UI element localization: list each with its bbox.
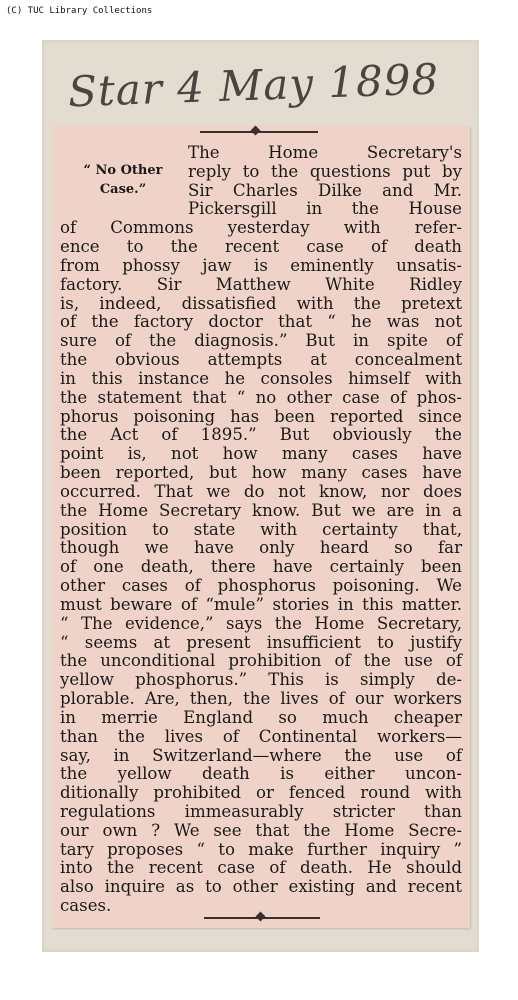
article-line: ence to the recent case of death: [60, 237, 462, 257]
article-line: Pickersgill in the House: [188, 199, 462, 219]
article-line: tary proposes “ to make further inquiry ”: [60, 839, 462, 859]
article-line: point is, not how many cases have: [60, 444, 462, 464]
article-line: ditionally prohibited or fenced round with: [60, 783, 462, 803]
article-line: is, indeed, dissatisfied with the pretext: [60, 293, 462, 313]
article-line: in this instance he consoles himself with: [60, 368, 462, 388]
article-line: regulations immeasurably stricter than: [60, 801, 462, 821]
article-line: our own ? We see that the Home Secre-: [60, 820, 462, 840]
article-line: sure of the diagnosis.” But in spite of: [60, 331, 462, 351]
article-line: the obvious attempts at concealment: [60, 350, 462, 370]
article-line: the unconditional prohibition of the use of: [60, 651, 462, 671]
side-heading-line: Case.”: [99, 181, 147, 197]
article-line: the yellow death is either uncon-: [60, 764, 462, 784]
article-line: cases.: [60, 896, 112, 916]
article-line: “ seems at present insufficient to justify: [60, 632, 462, 652]
article-line: of the factory doctor that “ he was not: [60, 312, 462, 332]
side-heading-line: “ No Other: [83, 163, 163, 178]
article-line: in merrie England so much cheaper: [60, 707, 462, 727]
article-line: must beware of “mule” stories in this matter.: [60, 594, 462, 614]
article-line: the statement that “ no other case of phos-: [60, 387, 462, 407]
article-line: “ The evidence,” says the Home Secretary,: [60, 613, 462, 633]
article-line: other cases of phosphorus poisoning. We: [60, 576, 462, 596]
article-line: reply to the questions put by: [188, 161, 462, 181]
article-line: than the lives of Continental workers—: [60, 726, 462, 746]
article-line: though we have only heard so far: [60, 538, 462, 558]
article-line: factory. Sir Matthew White Ridley: [60, 274, 462, 294]
article-line: plorable. Are, then, the lives of our workers: [60, 689, 462, 709]
article-line: say, in Switzerland—where the use of: [60, 745, 462, 765]
copyright-notice: (C) TUC Library Collections: [6, 6, 153, 16]
article-line: Sir Charles Dilke and Mr.: [188, 180, 462, 200]
article-line: of one death, there have certainly been: [60, 557, 462, 577]
article-line: from phossy jaw is eminently unsatis-: [60, 255, 462, 275]
article-line: been reported, but how many cases have: [60, 463, 462, 483]
article-body: [60, 144, 462, 916]
article-line: yellow phosphorus.” This is simply de-: [60, 670, 462, 690]
article-line: occurred. That we do not know, nor does: [60, 481, 462, 501]
article-line: into the recent case of death. He should: [60, 858, 462, 878]
article-line: the Home Secretary know. But we are in a: [60, 500, 462, 520]
handwritten-date: Star 4 May 1898: [67, 54, 440, 117]
article-line: the Act of 1895.” But obviously the: [60, 425, 462, 445]
article-line: also inquire as to other existing and recent: [60, 877, 462, 897]
article-line: phorus poisoning has been reported since: [60, 406, 462, 426]
article-line: The Home Secretary's: [188, 143, 462, 162]
article-line: position to state with certainty that,: [60, 519, 462, 539]
article-line: of Commons yesterday with refer-: [60, 218, 462, 238]
